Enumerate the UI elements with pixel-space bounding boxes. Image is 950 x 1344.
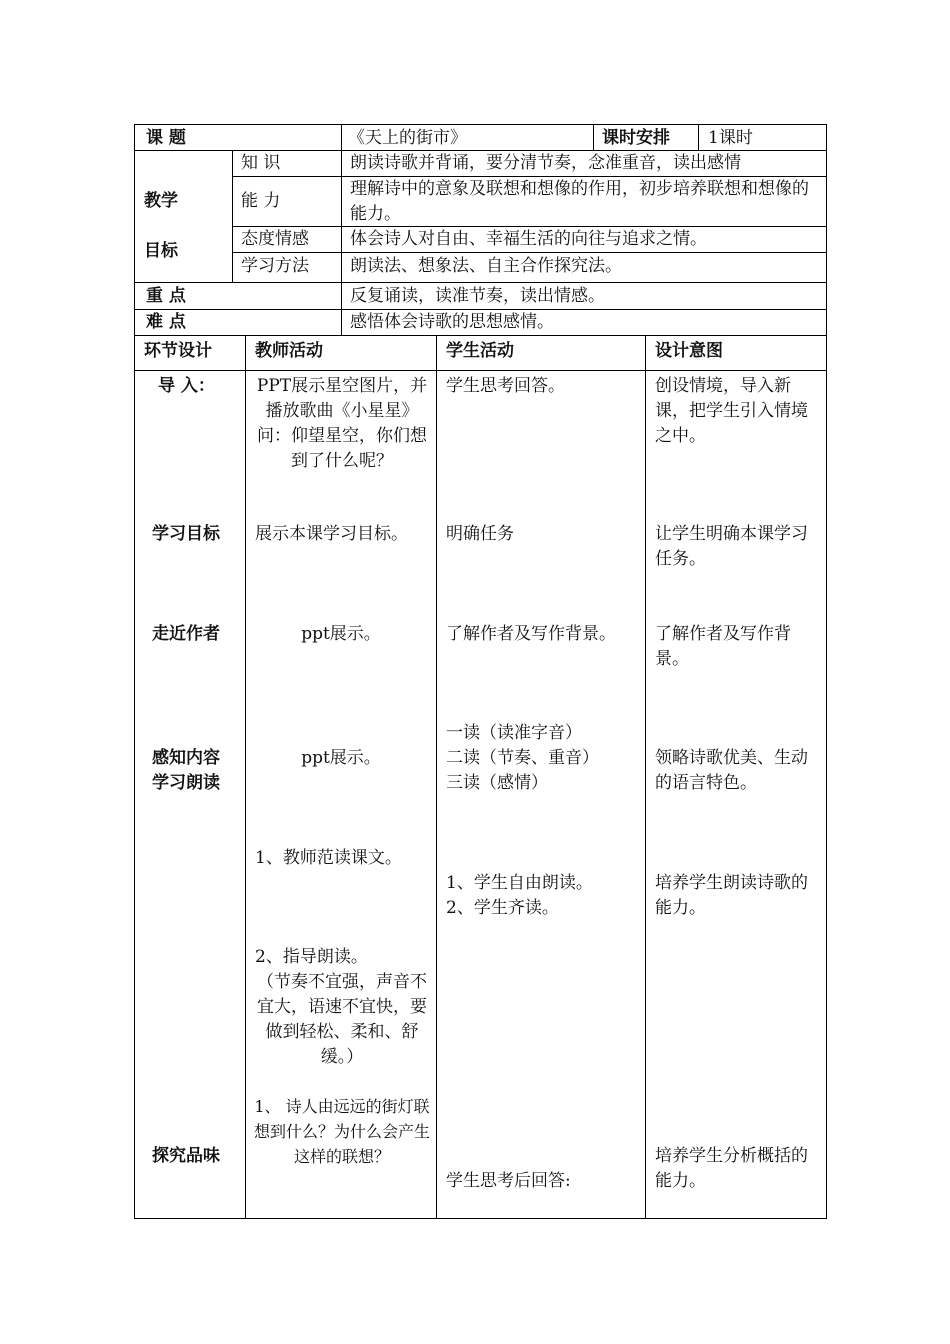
column-header-teacher: 教师活动 <box>255 341 323 361</box>
student-goals: 明确任务 <box>446 524 514 544</box>
intent-reading: 培养学生朗读诗歌的能力。 <box>655 873 808 918</box>
col-divider <box>341 150 342 335</box>
intent-author: 了解作者及写作背景。 <box>655 624 791 669</box>
key-point-label: 重 点 <box>146 286 186 306</box>
col-divider <box>698 124 699 150</box>
teacher-author: ppt展示。 <box>301 624 381 644</box>
column-header-student: 学生活动 <box>446 341 514 361</box>
row-divider <box>134 282 827 283</box>
column-header-intent: 设计意图 <box>655 341 723 361</box>
student-explore: 学生思考后回答: <box>446 1171 571 1191</box>
student-reading-line2: 2、学生齐读。 <box>446 898 559 918</box>
intent-intro: 创设情境，导入新课，把学生引入情境之中。 <box>655 376 808 446</box>
col-divider <box>593 124 594 150</box>
col-divider <box>436 335 437 1219</box>
student-reading-line1: 1、学生自由朗读。 <box>446 873 593 893</box>
objectives-label-line1: 教学 <box>144 191 178 211</box>
student-perceive-line3: 三读（感情） <box>446 773 548 793</box>
title-label: 课 题 <box>146 128 186 148</box>
teacher-perceive: ppt展示。 <box>301 748 381 768</box>
objective-name-ability: 能 力 <box>241 191 281 211</box>
title-value: 《天上的街市》 <box>348 128 467 148</box>
objective-value-attitude: 体会诗人对自由、幸福生活的向往与追求之情。 <box>350 229 707 249</box>
row-divider <box>232 252 827 253</box>
schedule-value: 1课时 <box>708 128 753 148</box>
objectives-label-line2: 目标 <box>144 241 178 261</box>
intent-perceive: 领略诗歌优美、生动的语言特色。 <box>655 748 808 793</box>
student-perceive-line1: 一读（读准字音） <box>446 723 582 743</box>
objective-value-method: 朗读法、想象法、自主合作探究法。 <box>350 256 622 276</box>
stage-perceive-line2: 学习朗读 <box>152 773 220 793</box>
row-divider <box>134 335 827 336</box>
difficulty-label: 难 点 <box>146 312 186 332</box>
objective-value-knowledge: 朗读诗歌并背诵，要分清节奏，念准重音，读出感情 <box>350 153 741 173</box>
intent-goals: 让学生明确本课学习任务。 <box>655 524 808 569</box>
objective-name-knowledge: 知 识 <box>241 153 281 173</box>
col-divider <box>341 124 342 150</box>
stage-perceive-line1: 感知内容 <box>152 748 220 768</box>
teacher-reading-2-title: 2、指导朗读。 <box>255 947 368 967</box>
student-perceive-line2: 二读（节奏、重音） <box>446 748 599 768</box>
teacher-goals: 展示本课学习目标。 <box>255 524 408 544</box>
col-divider <box>232 150 233 282</box>
col-divider <box>645 335 646 1219</box>
difficulty-value: 感悟体会诗歌的思想感情。 <box>350 312 554 332</box>
col-divider <box>245 335 246 1219</box>
teacher-reading-1: 1、教师范读课文。 <box>255 848 402 868</box>
schedule-label: 课时安排 <box>602 128 670 148</box>
stage-author: 走近作者 <box>152 624 220 644</box>
objective-value-ability: 理解诗中的意象及联想和想像的作用，初步培养联想和想像的能力。 <box>350 179 809 224</box>
column-header-stage: 环节设计 <box>144 341 212 361</box>
teacher-explore: 1、 诗人由远远的街灯联想到什么？为什么会产生这样的联想？ <box>253 1097 430 1166</box>
stage-intro: 导 入： <box>158 376 215 396</box>
student-author: 了解作者及写作背景。 <box>446 624 616 644</box>
intent-explore: 培养学生分析概括的能力。 <box>655 1146 808 1191</box>
student-intro: 学生思考回答。 <box>446 376 565 396</box>
row-divider <box>134 370 827 371</box>
objective-name-method: 学习方法 <box>241 256 309 276</box>
stage-goals: 学习目标 <box>152 524 220 544</box>
teacher-reading-2-body: （节奏不宜强，声音不宜大，语速不宜快，要做到轻松、柔和、舒缓。） <box>257 972 427 1067</box>
objective-name-attitude: 态度情感 <box>241 229 309 249</box>
teacher-intro: PPT展示星空图片，并播放歌曲《小星星》问：仰望星空，你们想到了什么呢？ <box>256 376 428 471</box>
stage-explore: 探究品味 <box>152 1146 220 1166</box>
key-point-value: 反复诵读，读准节奏，读出情感。 <box>350 286 605 306</box>
